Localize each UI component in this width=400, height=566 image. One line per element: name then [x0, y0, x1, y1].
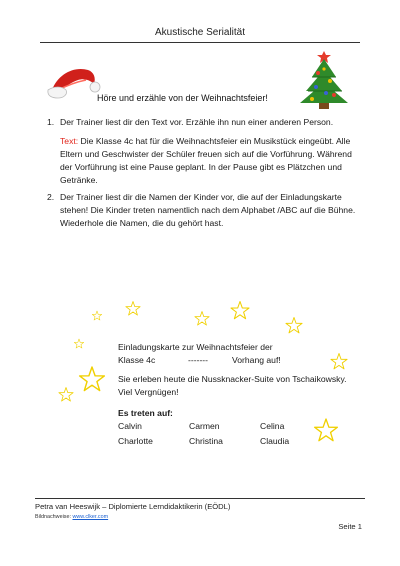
- credit-link[interactable]: www.clker.com: [72, 514, 109, 520]
- star-icon: [80, 367, 105, 391]
- star-icon: [286, 318, 302, 333]
- list-item: Calvin: [118, 421, 142, 431]
- star-icon: [59, 388, 73, 402]
- page-header-title: Akustische Serialität: [154, 27, 246, 38]
- invitation-dashes: -------: [188, 355, 209, 365]
- list-item: Celina: [260, 421, 285, 431]
- names-heading: Es treten auf:: [118, 408, 173, 418]
- list-item: Charlotte: [118, 436, 153, 446]
- invitation-message: Sie erleben heute die Nussknacker-Suite von Tschaikowsky. Viel Vergnügen!: [118, 374, 347, 397]
- star-icon: [74, 339, 84, 348]
- santa-hat-icon: [44, 60, 102, 104]
- star-icon: [92, 311, 102, 320]
- credit-label: Bildnachweise:: [35, 514, 71, 520]
- worksheet-subtitle: Höre und erzähle von der Weihnachtsfeier!: [97, 93, 268, 103]
- page-number: Seite 1: [338, 522, 362, 531]
- story-text: [60, 135, 364, 187]
- list-item: Carmen: [189, 421, 220, 431]
- invitation-card: [118, 341, 358, 448]
- header-divider: [40, 42, 360, 43]
- invitation-curtain: Vorhang auf!: [232, 355, 281, 365]
- instruction-text: Der Trainer liest dir den Text vor. Erzähle ihn nun einer anderen Person.: [60, 117, 334, 127]
- footer-divider: [35, 498, 365, 499]
- star-icon: [195, 312, 209, 326]
- list-item: Christina: [189, 436, 223, 446]
- star-icon: [126, 302, 140, 316]
- invitation-class-line: [118, 354, 358, 367]
- footer-author: Petra van Heeswijk – Diplomierte Lerndidaktikerin (EÖDL): [35, 502, 231, 511]
- story-body: Die Klasse 4c hat für die Weihnachtsfeier ein Musikstück eingeübt. Alle Eltern und Geschwister der Schüler freuen sich auf die Vorführung. Während der Vorführung ist eine Pause geplant. In der Pause gibt es Plätzchen und Getränke.: [60, 136, 352, 185]
- instruction-list: [40, 116, 364, 234]
- footer-credit: [35, 514, 108, 520]
- invitation-class: Klasse 4c: [118, 355, 156, 365]
- text-label: Text:: [60, 136, 79, 146]
- instruction-text: Der Trainer liest dir die Namen der Kinder vor, die auf der Einladungskarte stehen! Die Kinder treten namentlich nach dem Alphabet /ABC auf die Bühne. Wiederhole die Namen, die du gehört hast.: [60, 192, 356, 228]
- star-icon: [231, 302, 249, 319]
- christmas-tree-icon: [296, 47, 352, 111]
- instruction-number: 1.: [47, 117, 55, 127]
- instruction-number: 2.: [47, 192, 55, 202]
- invitation-title: Einladungskarte zur Weihnachtsfeier der: [118, 342, 273, 352]
- list-item: Claudia: [260, 436, 290, 446]
- names-list: [118, 420, 358, 448]
- instruction-item-1: [40, 116, 364, 187]
- instruction-item-2: [40, 191, 364, 230]
